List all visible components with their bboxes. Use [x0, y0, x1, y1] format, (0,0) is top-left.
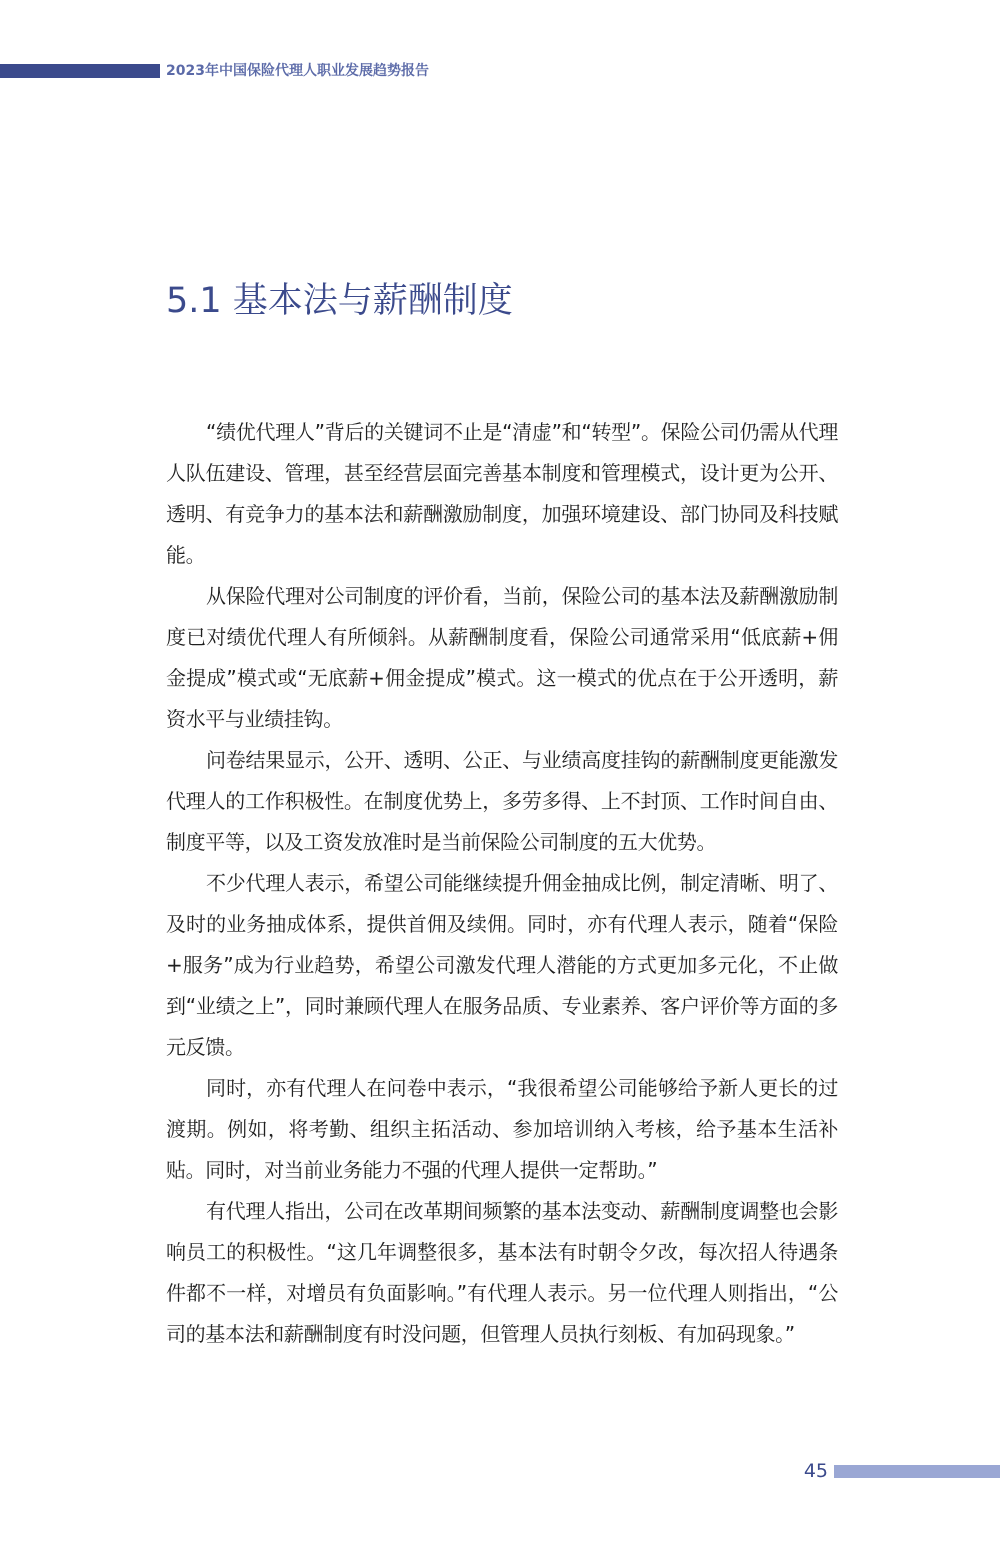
page-number: 45: [803, 1460, 828, 1482]
paragraph: “绩优代理人”背后的关键词不止是“清虚”和“转型”。保险公司仍需从代理人队伍建设、管理，甚至经营层面完善基本制度和管理模式，设计更为公开、透明、有竞争力的基本法和薪酬激励制度，加强环境建设、部门协同及科技赋能。: [166, 420, 838, 567]
report-title: 2023年中国保险代理人职业发展趋势报告: [166, 63, 429, 79]
paragraph: 有代理人指出，公司在改革期间频繁的基本法变动、薪酬制度调整也会影响员工的积极性。“这几年调整很多，基本法有时朝令夕改，每次招人待遇条件都不一样，对增员有负面影响。”有代理人表示。另一位代理人则指出，“公司的基本法和薪酬制度有时没问题，但管理人员执行刻板、有加码现象。”: [166, 1199, 838, 1346]
header-accent-bar: [0, 64, 160, 78]
section-heading: 5.1 基本法与薪酬制度: [166, 281, 513, 321]
paragraph: 从保险代理对公司制度的评价看，当前，保险公司的基本法及薪酬激励制度已对绩优代理人有所倾斜。从薪酬制度看，保险公司通常采用“低底薪+佣金提成”模式或“无底薪+佣金提成”模式。这一模式的优点在于公开透明，薪资水平与业绩挂钩。: [166, 584, 838, 731]
paragraph: 同时，亦有代理人在问卷中表示，“我很希望公司能够给予新人更长的过渡期。例如，将考勤、组织主拓活动、参加培训纳入考核，给予基本生活补贴。同时，对当前业务能力不强的代理人提供一定帮助。”: [166, 1076, 838, 1182]
paragraph: 不少代理人表示，希望公司能继续提升佣金抽成比例，制定清晰、明了、及时的业务抽成体系，提供首佣及续佣。同时，亦有代理人表示，随着“保险+服务”成为行业趋势，希望公司激发代理人潜能的方式更加多元化，不止做到“业绩之上”，同时兼顾代理人在服务品质、专业素养、客户评价等方面的多元反馈。: [166, 871, 838, 1059]
body-text: [166, 412, 838, 1355]
footer-accent-bar: [834, 1465, 1000, 1478]
paragraph: 问卷结果显示，公开、透明、公正、与业绩高度挂钩的薪酬制度更能激发代理人的工作积极性。在制度优势上，多劳多得、上不封顶、工作时间自由、制度平等，以及工资发放准时是当前保险公司制度的五大优势。: [166, 748, 838, 854]
